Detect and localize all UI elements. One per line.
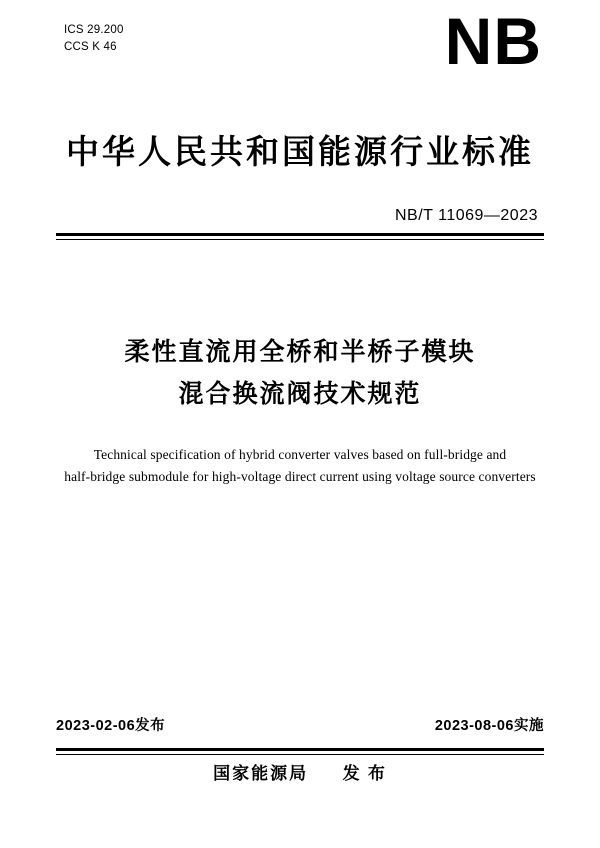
- chinese-title-line-2: 混合换流阀技术规范: [178, 381, 422, 408]
- publisher-action: 发 布: [342, 764, 387, 783]
- footer-rule-thick: [56, 748, 544, 751]
- classification-codes: [64, 22, 124, 56]
- english-title-line-1: Technical specification of hybrid converter valves based on full-bridge and: [93, 447, 507, 462]
- publisher-name: 国家能源局: [213, 764, 309, 783]
- header-rule-thick: [56, 233, 544, 236]
- standard-number: NB/T 11069—2023: [395, 207, 538, 224]
- title-block: [56, 332, 544, 488]
- publisher-line: [0, 759, 600, 784]
- chinese-title-line-1: 柔性直流用全桥和半桥子模块: [124, 339, 476, 366]
- issuer-title: 中华人民共和国能源行业标准: [66, 135, 534, 171]
- footer-rule-thin: [56, 754, 544, 755]
- ics-code: ICS 29.200: [64, 24, 124, 36]
- implementation-date: 2023-08-06实施: [434, 718, 544, 734]
- header-rule-thin: [56, 239, 544, 240]
- english-title: [56, 444, 544, 488]
- issue-date: 2023-02-06发布: [56, 718, 166, 734]
- nb-logo: NB: [444, 4, 542, 78]
- ccs-code: CCS K 46: [64, 41, 117, 53]
- english-title-line-2: half-bridge submodule for high-voltage direct current using voltage source converters: [64, 469, 536, 484]
- dates-row: [56, 714, 544, 735]
- footer-rules: [56, 740, 544, 755]
- cover-header: [56, 0, 544, 110]
